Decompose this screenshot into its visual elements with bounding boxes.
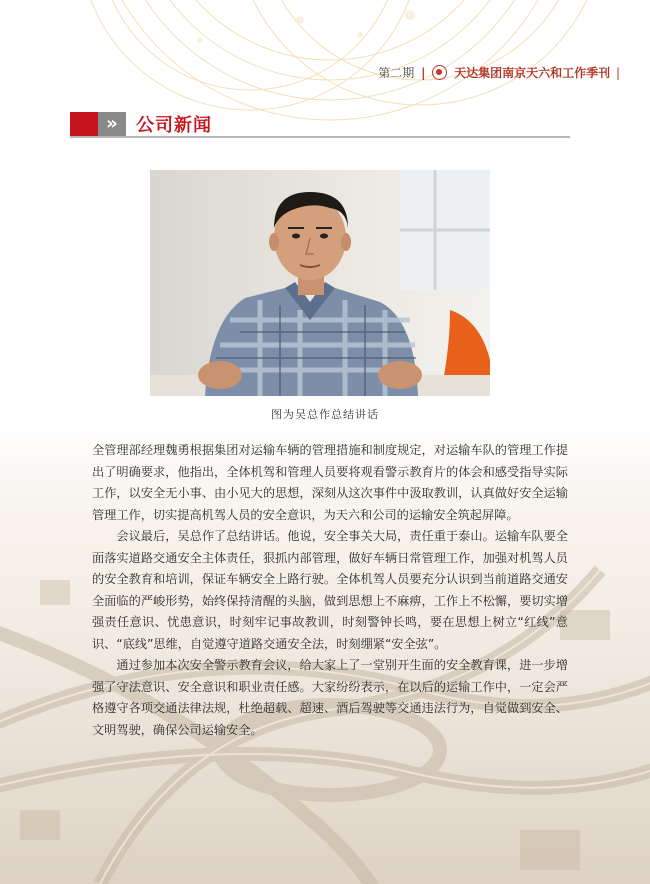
header-end-separator: | <box>615 65 620 80</box>
speaker-photo <box>150 170 490 396</box>
article-body <box>92 440 568 741</box>
article-paragraph-2: 会议最后，吴总作了总结讲话。他说，安全事关大局，责任重于泰山。运输车队要全面落实道路交通安全主体责任，狠抓内部管理，做好车辆日常管理工作，加强对机驾人员的安全教育和培训，保证车辆安全上路行驶。全体机驾人员要充分认识到当前道路交通安全面临的严峻形势，始终保持清醒的头脑，做到思想上不麻痹，工作上不松懈，要切实增强责任意识、忧患意识，时刻牢记事故教训，时刻警钟长鸣，要在思想上树立“红线”意识、“底线”思维，自觉遵守道路交通安全法，时刻绷紧“安全弦”。 <box>92 529 568 651</box>
section-title: 公司新闻 <box>136 115 212 136</box>
publication-title: 天达集团南京天六和工作季刊 <box>454 66 611 80</box>
company-logo-icon <box>432 65 447 80</box>
article-paragraph-1: 全管理部经理魏勇根据集团对运输车辆的管理措施和制度规定，对运输车队的管理工作提出了明确要求，他指出，全体机驾和管理人员要将观看警示教育片的体会和感受指导实际工作，以安全无小事、由小见大的思想，深刻从这次事件中汲取教训，认真做好安全运输管理工作，切实提高机驾人员的安全意识，为天六和公司的运输安全筑起屏障。 <box>92 443 568 522</box>
section-header <box>70 112 570 140</box>
issue-number: 第二期 <box>378 66 415 80</box>
photo-caption: 图为吴总作总结讲话 <box>271 408 379 421</box>
article-paragraph-3: 通过参加本次安全警示教育会议，给大家上了一堂别开生面的安全教育课，进一步增强了守法意识、安全意识和职业责任感。大家纷纷表示，在以后的运输工作中，一定会严格遵守各项交通法律法规，杜绝超载、超速、酒后驾驶等交通违法行为，自觉做到安全、文明驾驶，确保公司运输安全。 <box>92 658 568 737</box>
section-divider <box>70 136 570 138</box>
header-separator: | <box>421 65 426 80</box>
section-red-block <box>70 112 98 136</box>
page-header <box>0 64 620 86</box>
double-chevron-right-icon: » <box>98 112 126 136</box>
